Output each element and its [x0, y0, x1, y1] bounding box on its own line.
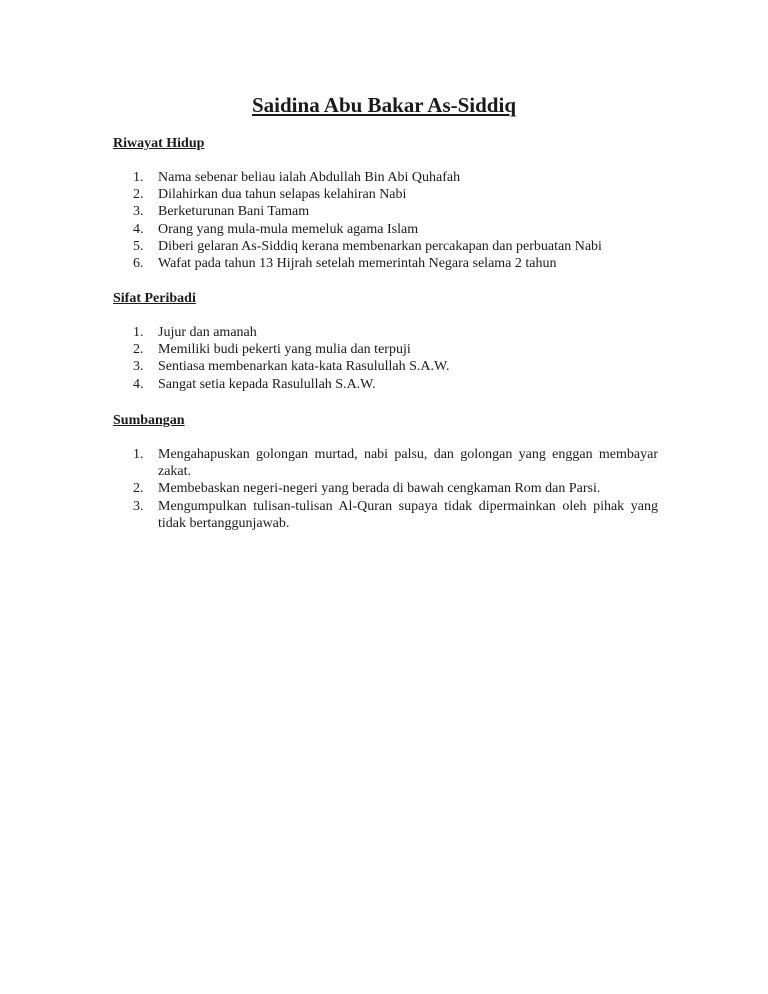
list-text: Sangat setia kepada Rasulullah S.A.W.	[158, 376, 376, 392]
list-text: Memiliki budi pekerti yang mulia dan terpuji	[158, 342, 411, 358]
list-number: 4.	[133, 376, 144, 392]
list-number: 3.	[133, 204, 144, 220]
section-riwayat-hidup	[113, 135, 658, 272]
list-number: 6.	[133, 256, 144, 272]
list-item	[113, 376, 658, 393]
list-item	[113, 255, 658, 272]
list-item	[113, 221, 658, 238]
list-text: Wafat pada tahun 13 Hijrah setelah memerintah Negara selama 2 tahun	[158, 256, 557, 272]
list-number: 1.	[133, 325, 144, 340]
list-item	[113, 446, 658, 480]
list-item	[113, 480, 658, 497]
list-item	[113, 186, 658, 203]
list-item	[113, 203, 658, 220]
list-item	[113, 341, 658, 358]
list-text: Nama sebenar beliau ialah Abdullah Bin Abi Quhafah	[158, 170, 461, 185]
list-number: 2.	[133, 481, 144, 497]
list-item	[113, 324, 658, 341]
section-sumbangan	[113, 412, 658, 532]
list-number: 3.	[133, 498, 144, 514]
list-text: Berketurunan Bani Tamam	[158, 204, 310, 220]
section-heading: Sifat Peribadi	[113, 291, 196, 306]
list-number: 4.	[133, 221, 144, 237]
list-item	[113, 169, 658, 186]
list-text: Jujur dan amanah	[158, 325, 257, 340]
list-item	[113, 498, 658, 532]
list-text: Mengahapuskan golongan murtad, nabi palsu, dan golongan yang enggan membayar zakat.	[158, 447, 658, 480]
section-heading: Riwayat Hidup	[113, 136, 205, 151]
list-item	[113, 238, 658, 255]
list-number: 2.	[133, 342, 144, 358]
section-heading: Sumbangan	[113, 413, 185, 428]
list-text: Dilahirkan dua tahun selapas kelahiran Nabi	[158, 187, 407, 203]
page-title: Saidina Abu Bakar As-Siddiq	[251, 93, 516, 117]
list-number: 5.	[133, 238, 144, 254]
list-number: 1.	[133, 170, 144, 185]
list-text: Mengumpulkan tulisan-tulisan Al-Quran supaya tidak dipermainkan oleh pihak yang tidak bertanggunjawab.	[158, 498, 658, 531]
list-number: 3.	[133, 359, 144, 375]
numbered-list	[113, 446, 658, 532]
list-number: 1.	[133, 447, 144, 462]
section-sifat-peribadi	[113, 290, 658, 393]
list-text: Orang yang mula-mula memeluk agama Islam	[158, 221, 419, 237]
numbered-list	[113, 169, 658, 272]
list-item	[113, 358, 658, 375]
list-number: 2.	[133, 187, 144, 203]
list-text: Membebaskan negeri-negeri yang berada di bawah cengkaman Rom dan Parsi.	[158, 481, 601, 497]
list-text: Diberi gelaran As-Siddiq kerana membenarkan percakapan dan perbuatan Nabi	[158, 238, 602, 254]
numbered-list	[113, 324, 658, 393]
list-text: Sentiasa membenarkan kata-kata Rasulullah S.A.W.	[158, 359, 450, 375]
